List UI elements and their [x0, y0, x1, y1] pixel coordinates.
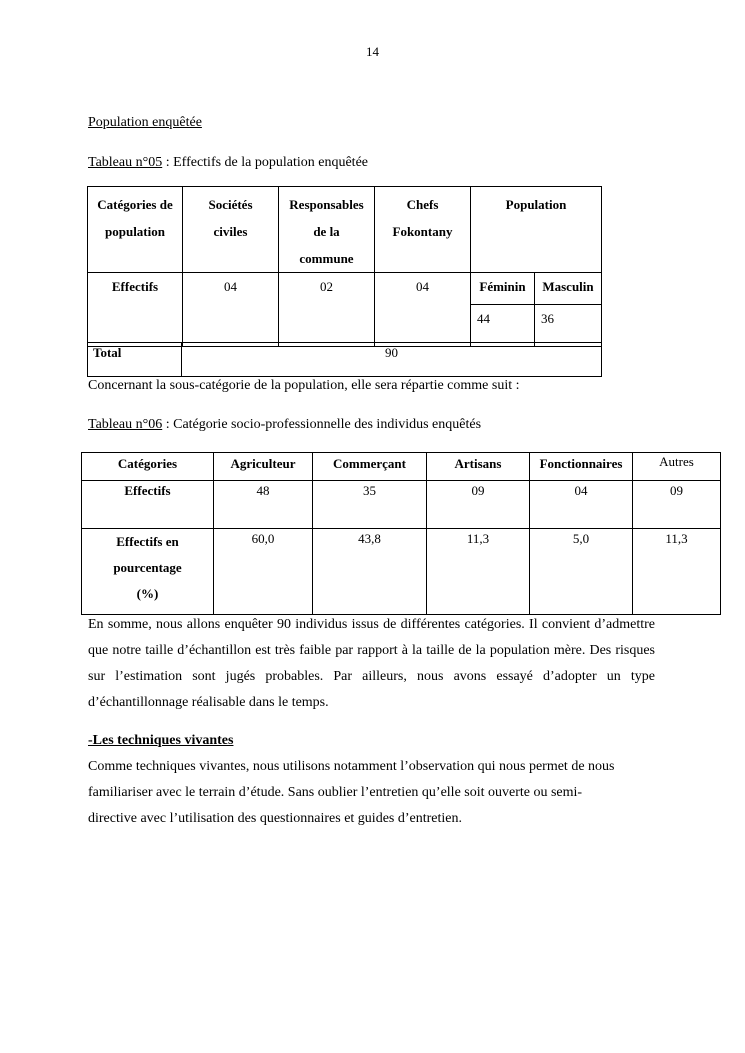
table2-caption-text: : Catégorie socio-professionnelle des individus enquêtés: [162, 417, 482, 432]
t2-effectifs-value: 48: [214, 481, 313, 529]
population-table: [87, 186, 602, 347]
value-responsables: 02: [279, 273, 375, 347]
table2-caption-ref: Tableau n°06: [88, 417, 163, 432]
t2-percentage-value: 11,3: [427, 529, 530, 615]
t2-header-commercant: Commerçant: [313, 453, 427, 481]
header-societes: Sociétés civiles: [183, 187, 279, 273]
page-number: 14: [366, 44, 379, 59]
total-value: 90: [182, 343, 602, 377]
paragraph-line: directive avec l’utilisation des questionnaires et guides d’entretien.: [88, 811, 462, 826]
t2-percentage-value: 11,3: [633, 529, 721, 615]
paragraph-line: Comme techniques vivantes, nous utilisons notamment l’observation qui nous permet de nous: [88, 759, 615, 774]
total-label: Total: [88, 343, 182, 377]
socio-professional-table: [81, 452, 721, 615]
table1-caption-ref: Tableau n°05: [88, 155, 163, 170]
subheader-feminin: Féminin: [471, 273, 535, 305]
t2-header-autres: Autres: [633, 453, 721, 481]
header-categories: Catégories de population: [88, 187, 183, 273]
table1-caption-text: : Effectifs de la population enquêtée: [162, 155, 368, 170]
t2-percentage-value: 5,0: [530, 529, 633, 615]
table1-caption: [88, 155, 368, 171]
t2-row-percentage-label: Effectifs en pourcentage (%): [82, 529, 214, 615]
row-effectifs-label: Effectifs: [88, 273, 183, 347]
header-population: Population: [471, 187, 602, 273]
subheader-masculin: Masculin: [535, 273, 602, 305]
paragraph-line: familiariser avec le terrain d’étude. Sans oublier l’entretien qu’elle soit ouverte ou semi-: [88, 785, 583, 800]
t2-effectifs-value: 09: [633, 481, 721, 529]
t2-header-fonctionnaires: Fonctionnaires: [530, 453, 633, 481]
paragraph-techniques: [88, 754, 668, 832]
t2-percentage-value: 43,8: [313, 529, 427, 615]
t2-percentage-value: 60,0: [214, 529, 313, 615]
t2-header-categories: Catégories: [82, 453, 214, 481]
value-masculin: 36: [535, 305, 602, 347]
table2-caption: [88, 417, 481, 433]
total-row: [87, 342, 602, 377]
t2-row-effectifs-label: Effectifs: [82, 481, 214, 529]
value-chefs: 04: [375, 273, 471, 347]
t2-effectifs-value: 04: [530, 481, 633, 529]
value-societes: 04: [183, 273, 279, 347]
header-responsables: Responsables de la commune: [279, 187, 375, 273]
subsection-title: -Les techniques vivantes: [88, 733, 234, 748]
paragraph-sample: En somme, nous allons enquêter 90 individus issus de différentes catégories. Il convient d’admettre que notre taille d’échantillon est très faible par rapport à la taille de la population mère. Des risques sur l’estimation sont jugés probables. Par ailleurs, nous avons essayé d’adopter un type d’échantillonnage réalisable dans le temps.: [88, 617, 655, 710]
t2-effectifs-value: 09: [427, 481, 530, 529]
t2-effectifs-value: 35: [313, 481, 427, 529]
t2-header-agriculteur: Agriculteur: [214, 453, 313, 481]
header-chefs: Chefs Fokontany: [375, 187, 471, 273]
section-title: Population enquêtée: [88, 115, 202, 130]
value-feminin: 44: [471, 305, 535, 347]
t2-header-artisans: Artisans: [427, 453, 530, 481]
text-between: Concernant la sous-catégorie de la population, elle sera répartie comme suit :: [88, 378, 520, 393]
